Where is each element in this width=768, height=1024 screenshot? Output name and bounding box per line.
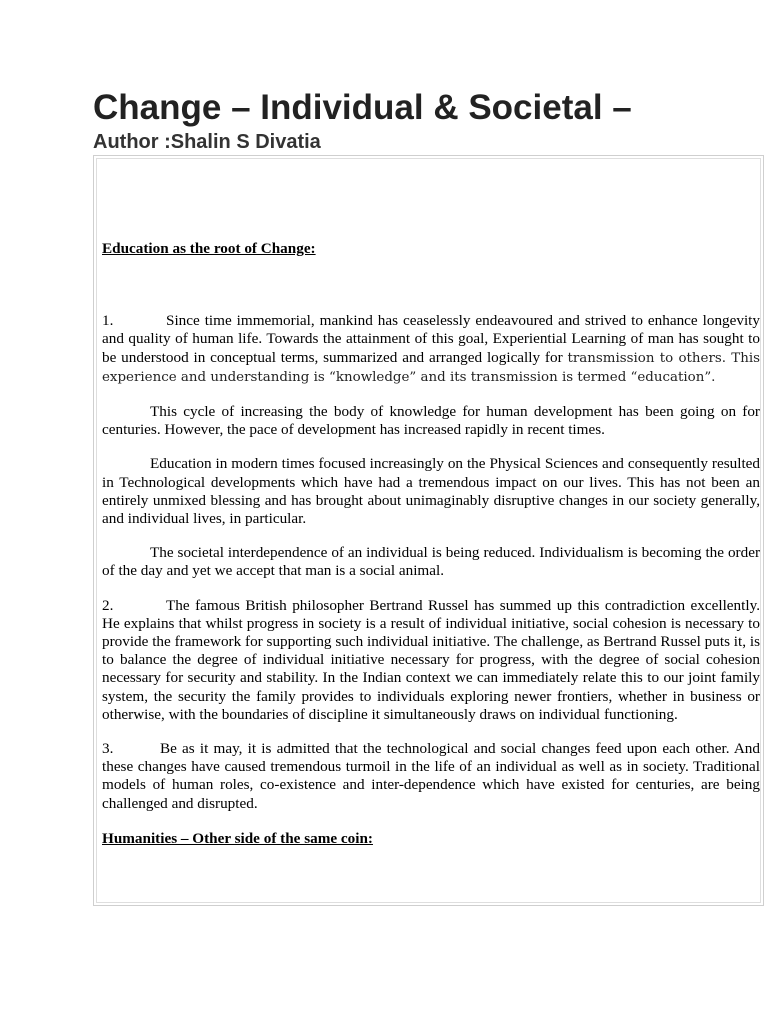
paragraph-6 [102, 740, 760, 813]
document-title: Change – Individual & Societal – [93, 88, 632, 127]
paragraph-6-text: Be as it may, it is admitted that the technological and social changes feed upon each other. And these changes have caused tremendous turmoil in the life of an individual as well as in society. Traditional models of human roles, co-existence and inter-dependence which have existed for centuries, are being challenged and disrupted. [102, 740, 760, 812]
paragraph-3: Education in modern times focused increasingly on the Physical Sciences and consequently resulted in Technological developments which have had a tremendous impact on our lives. This has not been an entirely unmixed blessing and has brought about unimaginably disruptive changes in our society generally, and individual lives, in particular. [102, 455, 760, 528]
paragraph-1-text-continued: transmission to others. This experience and understanding is “knowledge” and its transmission is termed “education”. [102, 350, 761, 385]
paragraph-2: This cycle of increasing the body of knowledge for human development has been going on for centuries. However, the pace of development has increased rapidly in recent times. [102, 403, 760, 439]
paragraph-4: The societal interdependence of an individual is being reduced. Individualism is becoming the order of the day and yet we accept that man is a social animal. [102, 544, 760, 580]
paragraph-6-number: 3. [102, 740, 114, 758]
paragraph-1 [102, 312, 760, 387]
paragraph-5-number: 2. [102, 596, 114, 614]
document-author: Author :Shalin S Divatia [93, 131, 321, 153]
paragraph-5-text: The famous British philosopher Bertrand Russel has summed up this contradiction excellently. He explains that whilst progress in society is a result of individual initiative, social cohesion is necessary to provide the framework for supporting such individual initiative. The challenge, as Bertrand Russel puts it, is to balance the degree of individual initiative necessary for progress, with the degree of social cohesion necessary for security and stability. In the Indian context we can immediately relate this to our joint family system, the security the family provides to individuals exploring newer frontiers, whether in business or otherwise, with the boundaries of discipline it simultaneously draws on individual functioning. [102, 596, 760, 723]
paragraph-5 [102, 597, 760, 724]
document-body [102, 240, 760, 848]
paragraph-1-text: Since time immemorial, mankind has ceaselessly endeavoured and strived to enhance longevity and quality of human life. Towards the attainment of this goal, Experiential Learning of man has sought to be understood in conceptual terms, summarized and arranged logically for [102, 312, 760, 366]
section-heading-humanities: Humanities – Other side of the same coin: [102, 829, 373, 847]
paragraph-1-number: 1. [102, 312, 114, 330]
section-heading-education: Education as the root of Change: [102, 240, 316, 257]
